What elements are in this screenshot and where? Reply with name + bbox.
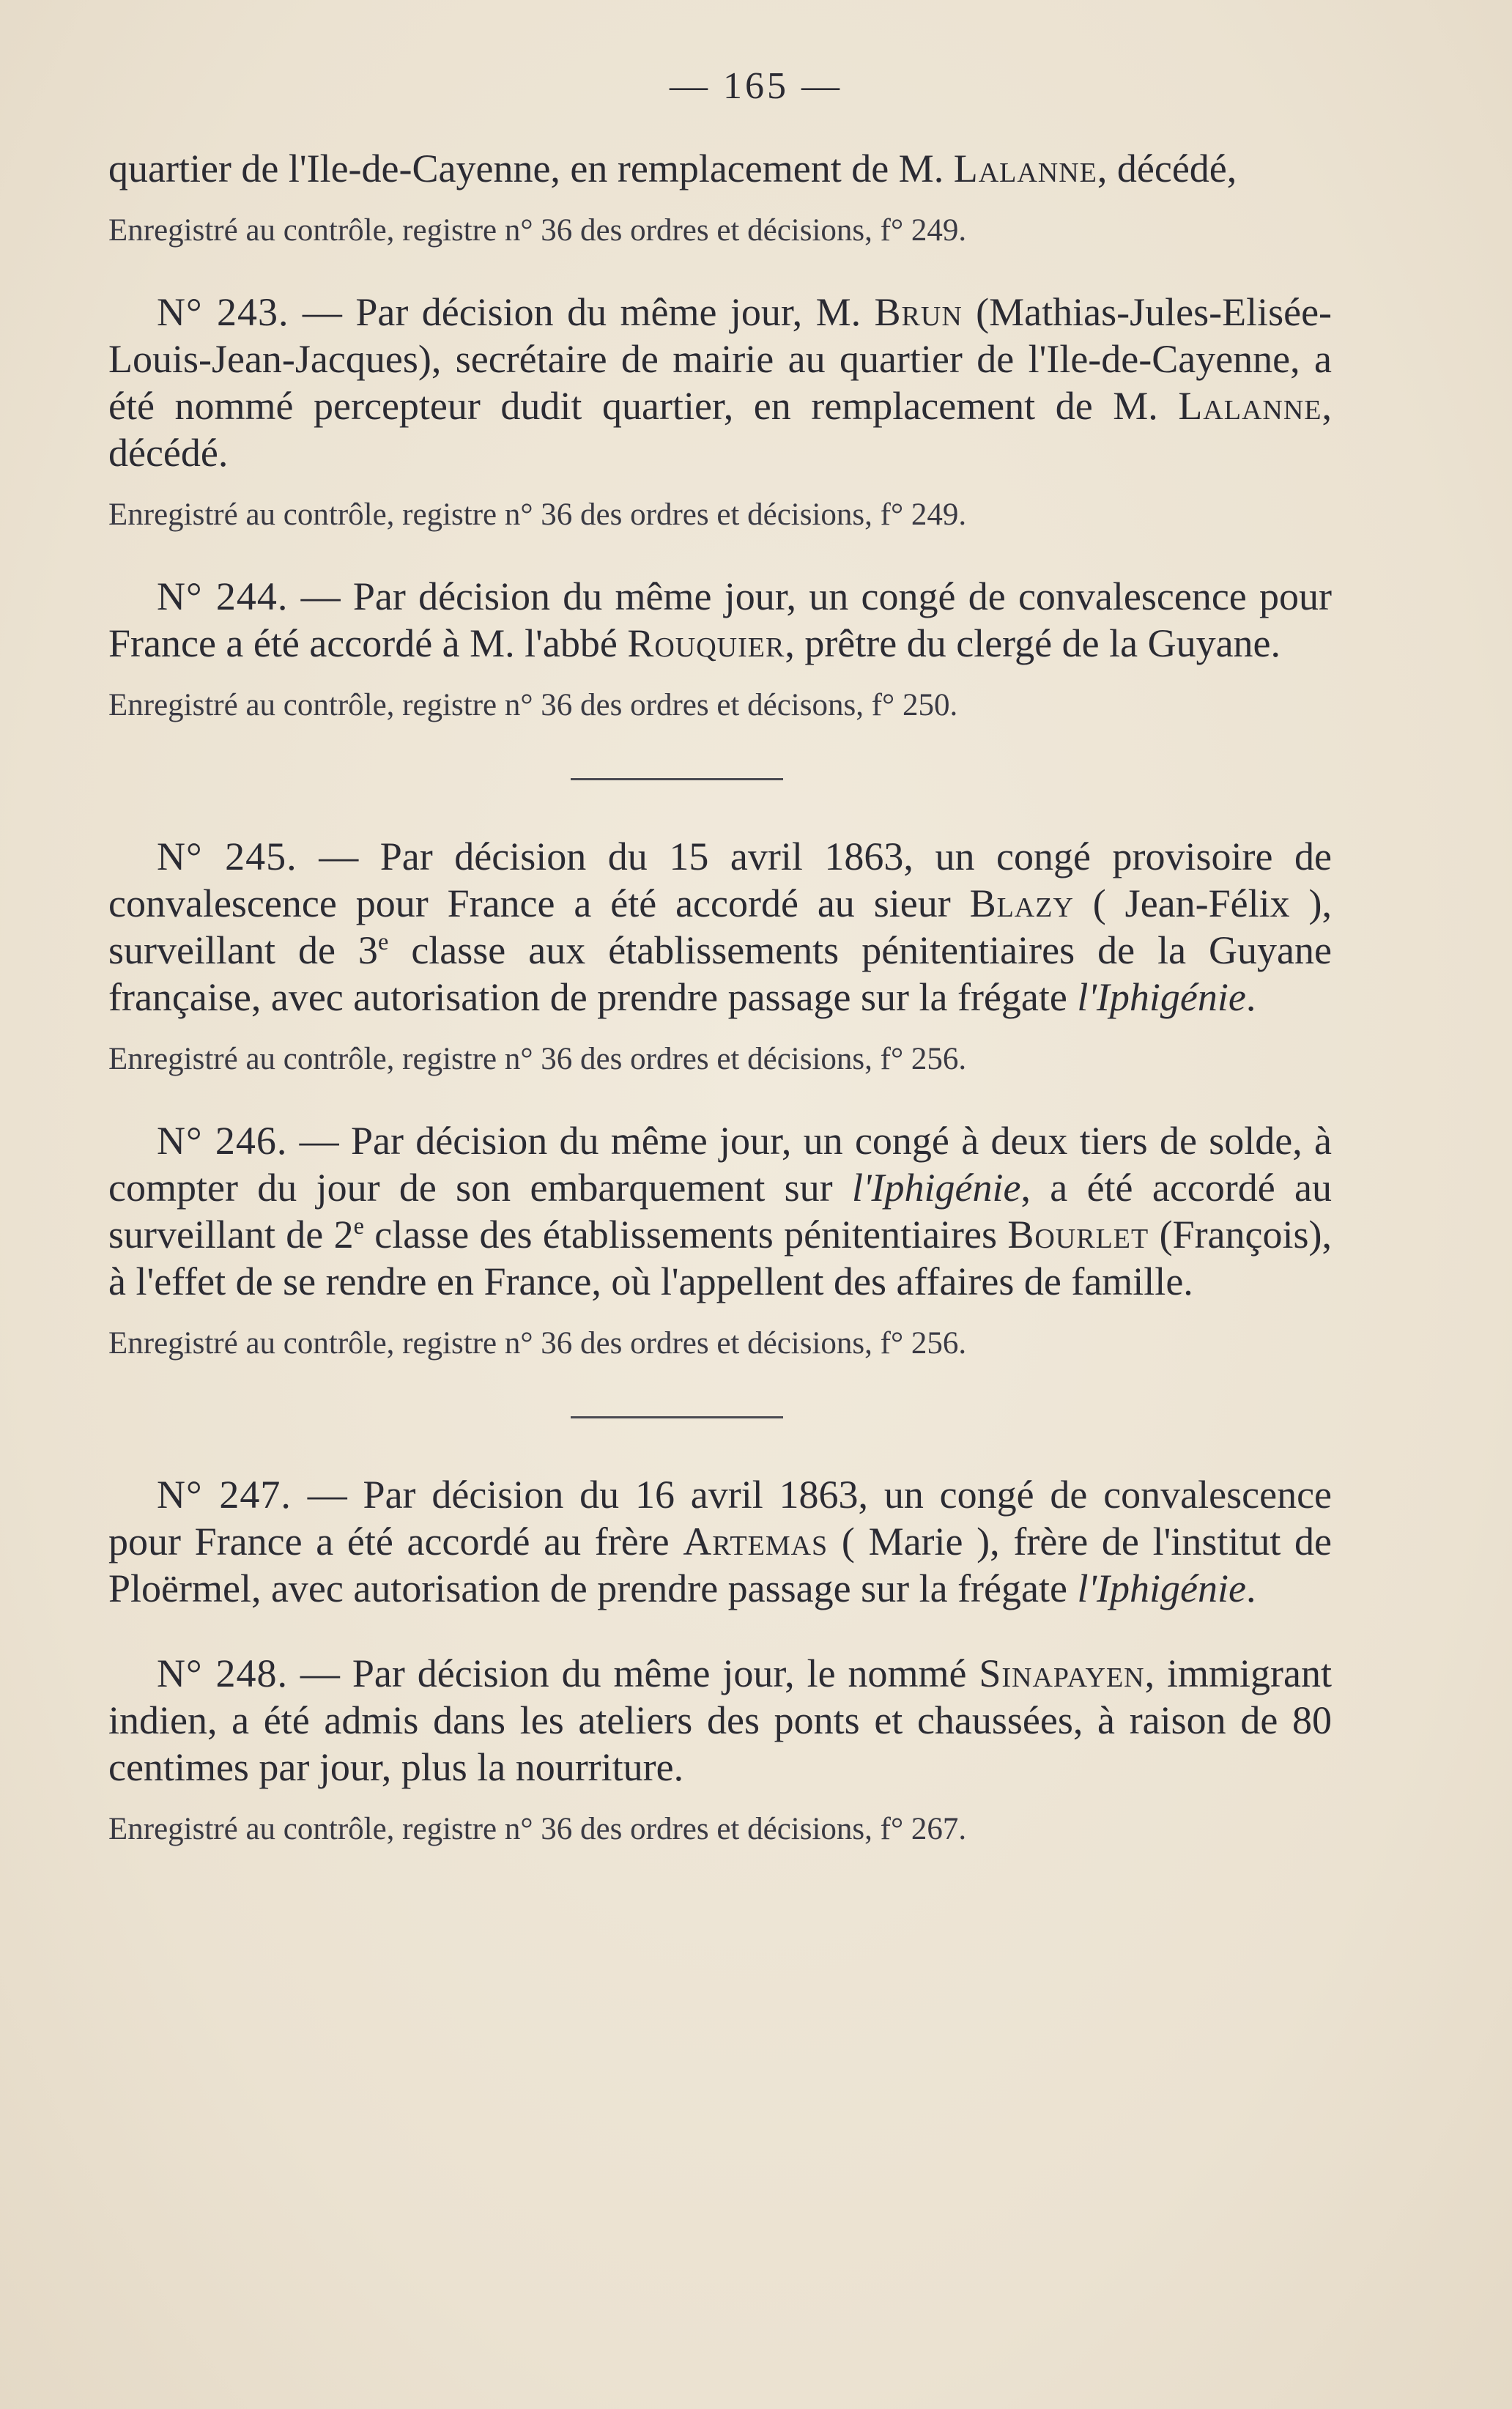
register-note: Enregistré au contrôle, registre n° 36 des ordres et décisions, f° 256. xyxy=(108,1326,967,1361)
decision-number: N° 244. xyxy=(157,574,289,618)
entry-text xyxy=(108,1650,1332,1791)
superscript: e xyxy=(377,929,389,955)
decision-number: N° 247. xyxy=(157,1473,292,1517)
text-run: , prêtre du clergé de la Guyane. xyxy=(785,621,1281,665)
person-name: Lalanne xyxy=(1178,384,1322,428)
text-run: , a été accordé au surveillant de 2 xyxy=(108,1166,1332,1257)
ship-name: l'Iphigénie xyxy=(1077,1566,1246,1610)
person-name: Sinapayen xyxy=(979,1651,1145,1695)
text-run: ( Marie ), frère de l'institut de Ploërmel, avec autorisation de prendre passage sur la frégate xyxy=(108,1520,1333,1610)
text-run: (Mathias-Jules-Elisée-Louis-Jean-Jacques), secrétaire de mairie au quartier de l'Ile-de-Cayenne, a été nommé percepteur dudit quartier, en remplacement de M. xyxy=(108,290,1333,428)
register-note: Enregistré au contrôle, registre n° 36 des ordres et décisions, f° 249. xyxy=(108,497,967,532)
section-divider xyxy=(571,1416,783,1418)
decision-number: N° 246. xyxy=(157,1119,288,1163)
text-run: classe des établissements pénitentiaires xyxy=(363,1213,1008,1257)
decision-number: N° 245. xyxy=(157,835,297,878)
ship-name: l'Iphigénie xyxy=(1077,975,1246,1019)
entry-text xyxy=(108,145,1332,192)
section-divider xyxy=(571,778,783,780)
entry-245 xyxy=(108,833,1332,1079)
text-run: — Par décision du même jour, un congé de convalescence pour France a été accordé à M. l'abbé xyxy=(108,574,1332,665)
person-name: Blazy xyxy=(969,881,1074,925)
text-run: — Par décision du 16 avril 1863, un congé de convalescence pour France a été accordé au frère xyxy=(108,1473,1333,1564)
text-run: — Par décision du même jour, M. xyxy=(289,290,875,334)
entry-244 xyxy=(108,573,1332,725)
text-run: — Par décision du 15 avril 1863, un congé provisoire de convalescence pour France a été accordé au sieur xyxy=(108,835,1332,925)
entry-text xyxy=(108,1117,1332,1305)
person-name: Lalanne xyxy=(953,147,1097,190)
entry-243 xyxy=(108,289,1332,535)
text-run: , décédé, xyxy=(1097,147,1237,190)
text-run: . xyxy=(1245,1566,1256,1610)
entry-247 xyxy=(108,1471,1332,1612)
entry-text xyxy=(108,1471,1332,1612)
register-note: Enregistré au contrôle, registre n° 36 des ordres et décisions, f° 249. xyxy=(108,213,967,248)
register-note: Enregistré au contrôle, registre n° 36 des ordres et décisons, f° 250. xyxy=(108,688,958,722)
person-name: Bourlet xyxy=(1007,1213,1149,1257)
text-run: ( Jean-Félix ), surveillant de 3 xyxy=(108,881,1333,972)
entry-text xyxy=(108,573,1332,667)
text-run: — Par décision du même jour, un congé à deux tiers de solde, à compter du jour de son embarquement sur xyxy=(108,1119,1332,1210)
decision-number: N° 248. xyxy=(157,1651,289,1695)
page-number: — 165 — xyxy=(670,65,842,107)
text-run: . xyxy=(1245,975,1256,1019)
person-name: Artemas xyxy=(683,1520,829,1564)
ship-name: l'Iphigénie xyxy=(852,1166,1021,1210)
entry-continuation xyxy=(108,145,1332,251)
text-run: — Par décision du même jour, le nommé xyxy=(288,1651,979,1695)
text-run: quartier de l'Ile-de-Cayenne, en remplacement de M. xyxy=(108,147,954,190)
text-run: (François), à l'effet de se rendre en France, où l'appellent des affaires de famille. xyxy=(108,1213,1332,1303)
entry-248 xyxy=(108,1650,1332,1849)
entry-246 xyxy=(108,1117,1332,1363)
superscript: e xyxy=(353,1213,364,1240)
register-note: Enregistré au contrôle, registre n° 36 des ordres et décisions, f° 256. xyxy=(108,1042,967,1076)
decision-number: N° 243. xyxy=(157,290,289,334)
register-note: Enregistré au contrôle, registre n° 36 des ordres et décisions, f° 267. xyxy=(108,1812,967,1846)
person-name: Rouquier xyxy=(627,621,785,665)
entry-text xyxy=(108,833,1332,1021)
text-run: , immigrant indien, a été admis dans les ateliers des ponts et chaussées, à raison de 80 centimes par jour, plus la nourriture. xyxy=(108,1651,1333,1789)
text-run: , décédé. xyxy=(108,384,1332,475)
entry-text xyxy=(108,289,1332,476)
text-run: classe aux établissements pénitentiaires de la Guyane française, avec autorisation de prendre passage sur la frégate xyxy=(108,928,1332,1019)
page-content xyxy=(108,145,1332,1849)
person-name: Brun xyxy=(874,290,963,334)
